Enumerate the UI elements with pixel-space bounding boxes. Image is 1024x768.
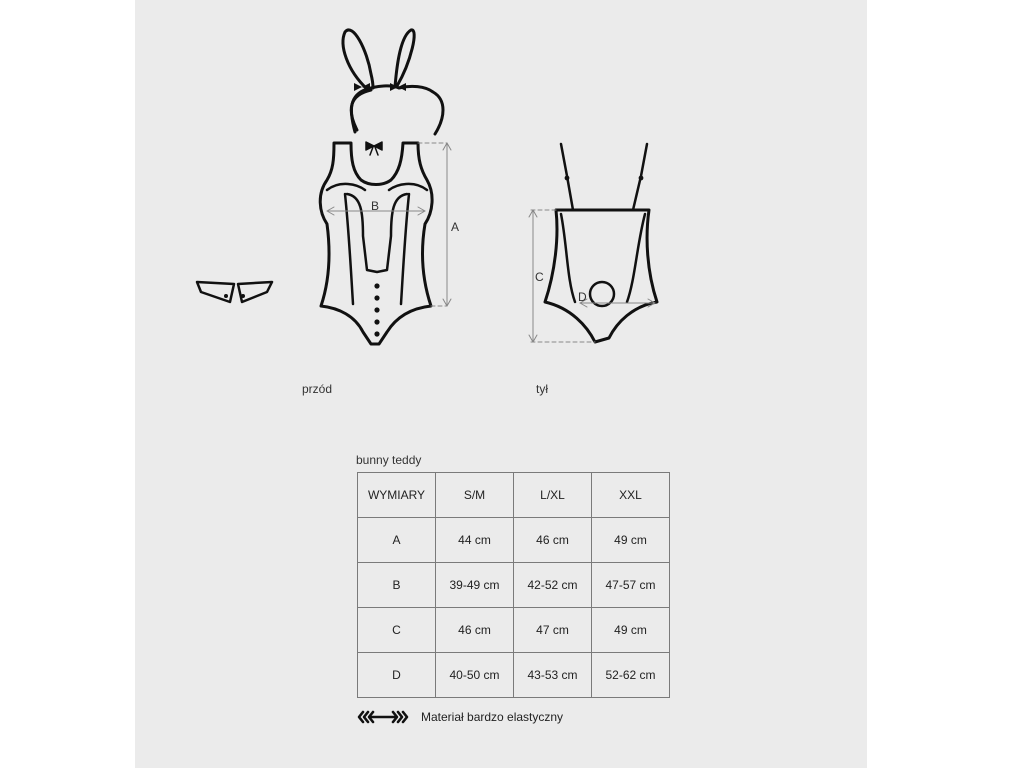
table-caption: bunny teddy	[356, 453, 422, 467]
table-row	[358, 563, 670, 608]
table-cell: 47-57 cm	[592, 563, 670, 608]
row-label: B	[358, 563, 436, 608]
teddy-back-outline	[545, 144, 657, 342]
row-label: A	[358, 518, 436, 563]
dimension-a-label: A	[451, 220, 460, 234]
teddy-front-outline	[320, 143, 432, 344]
product-sheet	[135, 0, 867, 768]
table-header-row	[358, 473, 670, 518]
table-row	[358, 608, 670, 653]
front-view-label: przód	[302, 382, 333, 396]
table-cell: 40-50 cm	[436, 653, 514, 698]
material-note	[357, 710, 563, 724]
table-cell: 44 cm	[436, 518, 514, 563]
column-header: XXL	[592, 473, 670, 518]
front-buttons	[374, 283, 379, 336]
table-row	[358, 518, 670, 563]
row-label: C	[358, 608, 436, 653]
column-header: S/M	[436, 473, 514, 518]
table-cell: 52-62 cm	[592, 653, 670, 698]
table-cell: 39-49 cm	[436, 563, 514, 608]
table-cell: 47 cm	[514, 608, 592, 653]
material-note-text: Materiał bardzo elastyczny	[421, 710, 564, 724]
table-cell: 49 cm	[592, 608, 670, 653]
table-cell: 46 cm	[436, 608, 514, 653]
table-row	[358, 653, 670, 698]
table-cell: 46 cm	[514, 518, 592, 563]
bunny-ears-icon	[343, 30, 443, 134]
table-cell: 42-52 cm	[514, 563, 592, 608]
table-cell: 43-53 cm	[514, 653, 592, 698]
stretch-arrows-icon	[357, 710, 409, 724]
column-header: L/XL	[514, 473, 592, 518]
back-view-label: tył	[536, 382, 548, 396]
collar-icon	[197, 282, 272, 302]
bow-tie-icon	[366, 142, 382, 155]
table-cell: 49 cm	[592, 518, 670, 563]
column-header: WYMIARY	[358, 473, 436, 518]
dimension-c-label: C	[535, 270, 544, 284]
size-table	[357, 472, 670, 698]
dimension-b-label: B	[371, 199, 380, 213]
garment-illustration	[135, 0, 867, 420]
dimension-d-label: D	[578, 290, 587, 304]
row-label: D	[358, 653, 436, 698]
